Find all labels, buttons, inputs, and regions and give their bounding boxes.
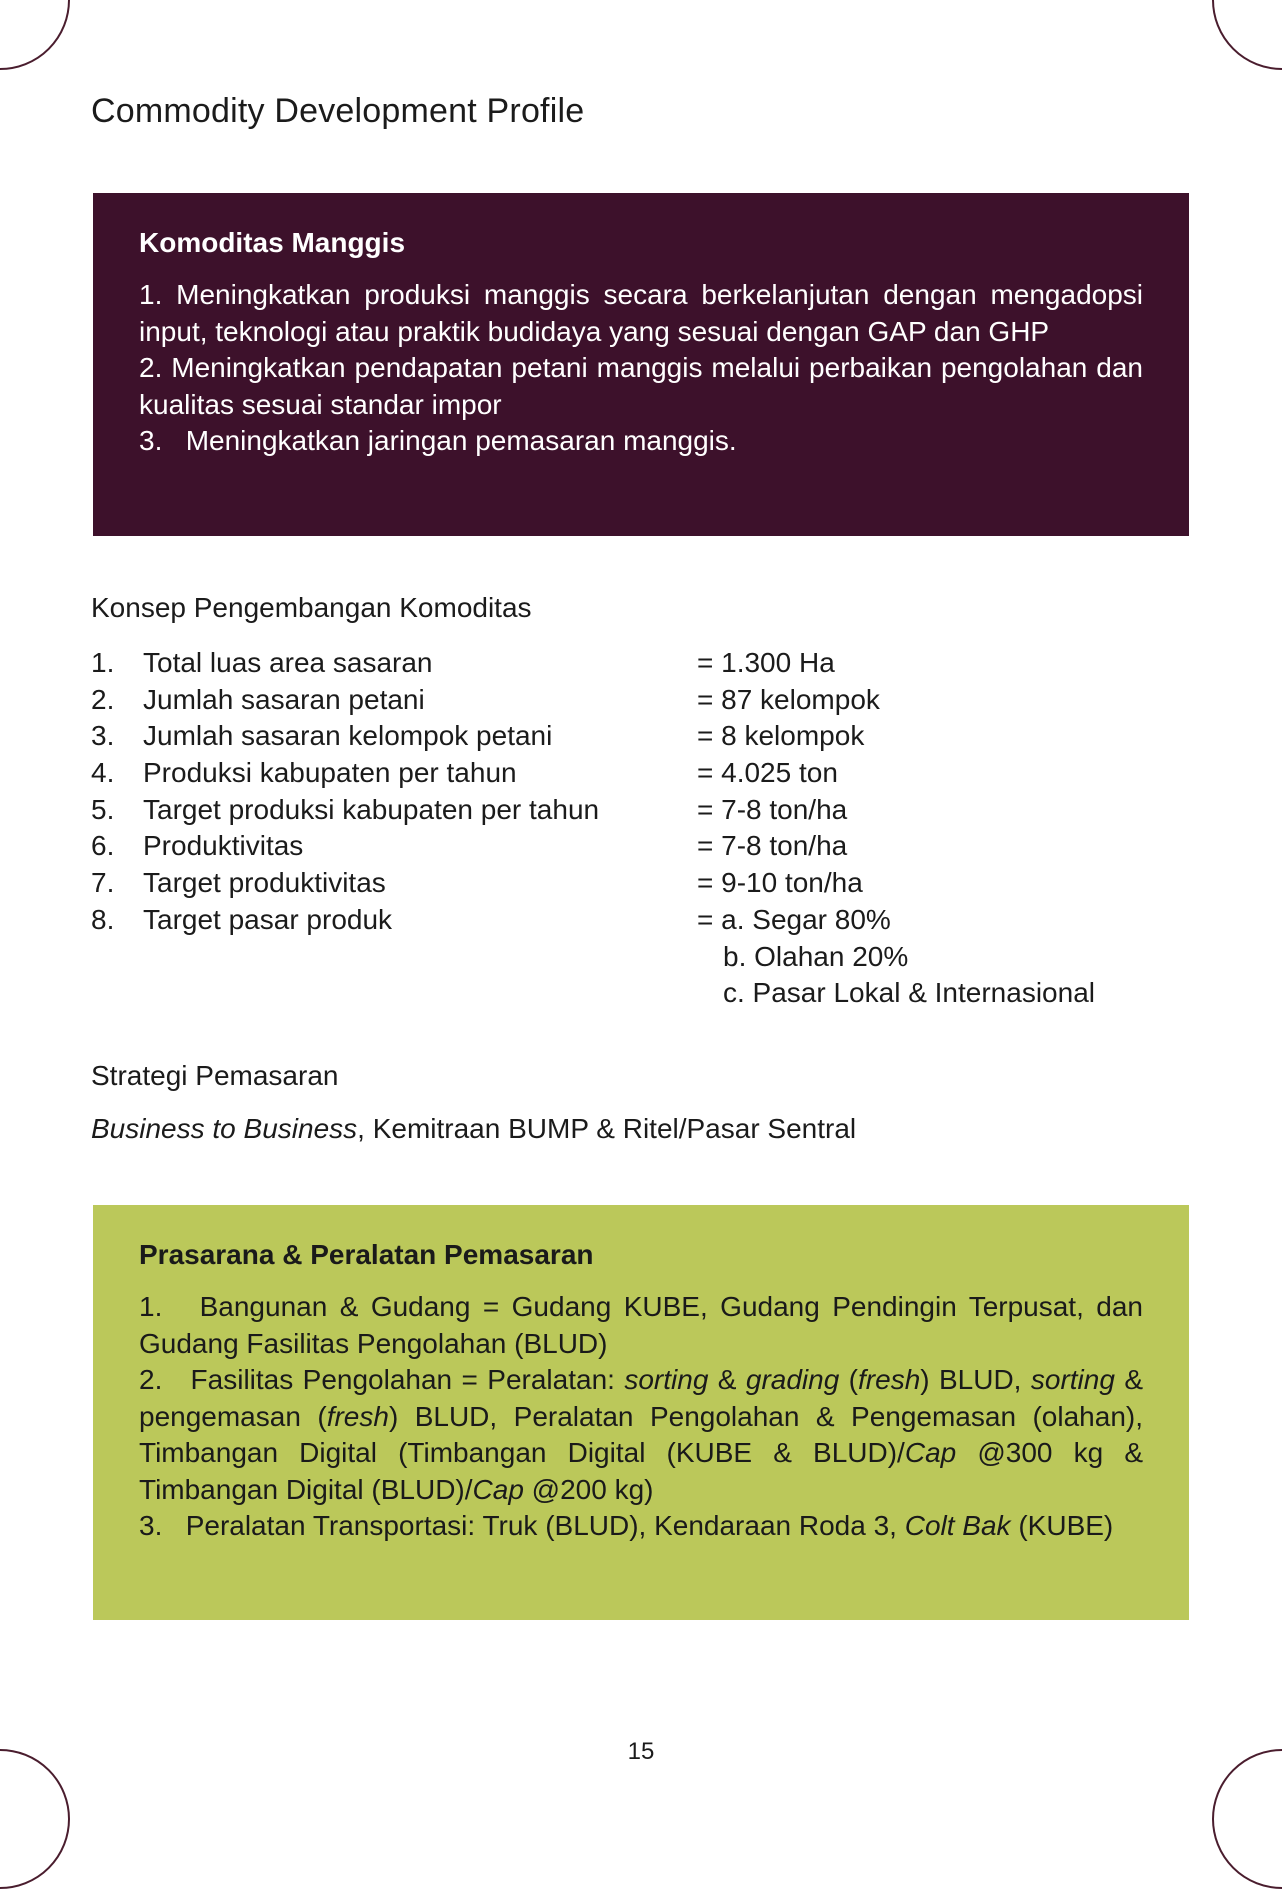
concept-item-value: = 9-10 ton/ha [697, 867, 863, 899]
infrastructure-item [139, 1508, 1143, 1545]
text-segment-italic: sorting [1030, 1364, 1115, 1395]
text-segment-italic: Cap [472, 1473, 524, 1505]
concept-item-value: = 4.025 ton [697, 757, 838, 789]
text-segment: ) BLUD, Peralatan Pengolahan & Pengemasan (olahan), Timbangan Digital (Timbangan Digital (KUBE & BLUD)/ [139, 1400, 1143, 1468]
corner-arc-top-left [0, 0, 70, 70]
concept-extra-value: b. Olahan 20% [723, 940, 909, 972]
strategy-title: Strategi Pemasaran [91, 1060, 339, 1091]
concept-item-value: = 8 kelompok [697, 720, 865, 752]
text-segment-italic: sorting [624, 1364, 709, 1395]
text-segment: @300 kg & Timbangan Digital (BLUD)/ [139, 1437, 1143, 1505]
corner-arc-top-right [1212, 0, 1282, 70]
concept-item-label: Produksi kabupaten per tahun [143, 757, 517, 789]
goal-item: 1. Meningkatkan produksi manggis secara berkelanjutan dengan mengadopsi input, teknologi atau praktik budidaya yang sesuai dengan GAP dan GHP [139, 279, 1143, 347]
text-segment-italic: grading [745, 1364, 840, 1395]
concept-item-number: 5. [91, 793, 115, 825]
concept-item-label: Total luas area sasaran [143, 647, 433, 678]
concept-item-number: 4. [91, 757, 115, 789]
strategy-text-italic: Business to Business [91, 1113, 358, 1144]
goals-title: Komoditas Manggis [139, 227, 406, 258]
concept-item-number: 3. [91, 720, 115, 752]
concept-item-number: 7. [91, 867, 115, 899]
goals-box [93, 193, 1189, 536]
page-title: Commodity Development Profile [91, 92, 585, 130]
concept-item-number: 2. [91, 683, 115, 715]
text-segment: ) BLUD, [920, 1364, 1031, 1395]
concept-extra-value: c. Pasar Lokal & Internasional [723, 977, 1095, 1009]
text-segment: & [708, 1364, 746, 1395]
concept-item-label: Target pasar produk [143, 903, 393, 935]
text-segment: (KUBE) [1010, 1510, 1114, 1541]
infrastructure-box [93, 1205, 1189, 1620]
text-segment-italic: fresh [326, 1400, 389, 1432]
concept-item-value: = 87 kelompok [697, 683, 880, 715]
corner-arc-bottom-left [0, 1749, 70, 1889]
infrastructure-item: 1. Bangunan & Gudang = Gudang KUBE, Gudang Pendingin Terpusat, dan Gudang Fasilitas Pengolahan (BLUD) [139, 1291, 1143, 1359]
concept-item-number: 6. [91, 830, 115, 862]
infrastructure-list [139, 1289, 1143, 1545]
text-segment-italic: Cap [904, 1437, 957, 1468]
concept-title: Konsep Pengembangan Komoditas [91, 592, 532, 623]
infrastructure-item [139, 1362, 1143, 1508]
goal-item: 3. Meningkatkan jaringan pemasaran manggis. [139, 425, 737, 456]
page-number: 15 [627, 1738, 655, 1765]
text-segment: 3. Peralatan Transportasi: Truk (BLUD), Kendaraan Roda 3, [139, 1510, 905, 1541]
infrastructure-title: Prasarana & Peralatan Pemasaran [139, 1239, 594, 1270]
concept-item-label: Jumlah sasaran kelompok petani [143, 720, 553, 752]
strategy-text-rest: , Kemitraan BUMP & Ritel/Pasar Sentral [357, 1113, 857, 1144]
goal-item: 2. Meningkatkan pendapatan petani manggis melalui perbaikan pengolahan dan kualitas sesuai standar impor [139, 352, 1143, 420]
concept-item-value: = a. Segar 80% [697, 903, 891, 935]
text-segment: ( [839, 1364, 859, 1395]
text-segment: @200 kg) [523, 1473, 654, 1505]
concept-item-value: = 7-8 ton/ha [697, 830, 848, 862]
concept-item-value: = 7-8 ton/ha [697, 793, 848, 825]
text-segment-italic: Colt Bak [904, 1510, 1011, 1541]
text-segment-italic: fresh [858, 1364, 921, 1395]
corner-arc-bottom-right [1212, 1749, 1282, 1889]
goals-list [139, 277, 1143, 460]
concept-item-number: 8. [91, 903, 115, 935]
concept-item-label: Produktivitas [143, 830, 304, 862]
strategy-text [91, 1113, 856, 1145]
text-segment: & pengemasan ( [139, 1364, 1144, 1432]
concept-item-label: Target produksi kabupaten per tahun [143, 793, 600, 825]
concept-item-number: 1. [91, 647, 115, 678]
concept-item-label: Target produktivitas [143, 867, 386, 899]
concept-item-label: Jumlah sasaran petani [143, 683, 425, 715]
concept-item-value: = 1.300 Ha [697, 647, 835, 678]
text-segment: 2. Fasilitas Pengolahan = Peralatan: [139, 1364, 625, 1395]
